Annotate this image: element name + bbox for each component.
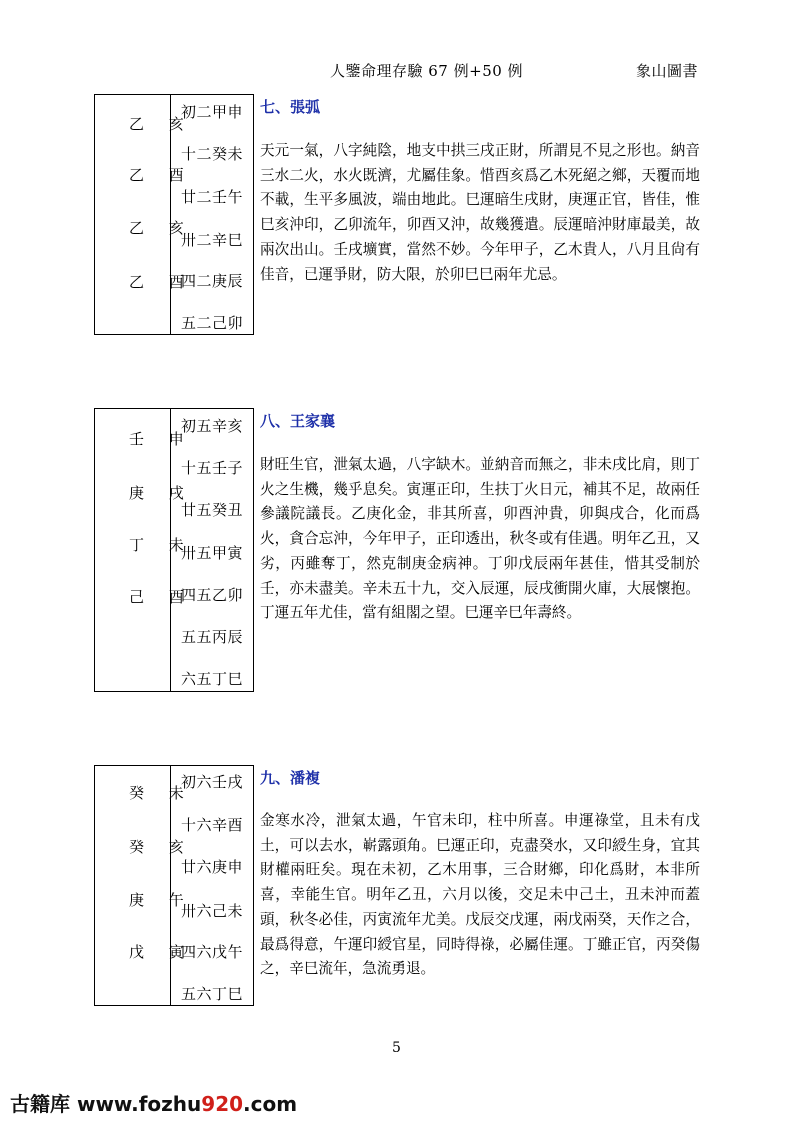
luck-period: 初六壬戌 <box>181 773 244 791</box>
bazi-chart <box>94 94 254 335</box>
luck-period: 五六丁巳 <box>181 985 244 1003</box>
luck-period: 卅五甲寅 <box>181 544 244 562</box>
year-pillar: 癸 未 <box>129 784 194 802</box>
luck-period: 十五壬子 <box>181 459 244 477</box>
page-number: 5 <box>392 1040 401 1056</box>
watermark-number: 920 <box>201 1092 244 1116</box>
month-pillar: 乙 酉 <box>129 166 194 184</box>
luck-period: 卅六己未 <box>181 902 244 920</box>
watermark-prefix: 古籍库 www.fozhu <box>10 1092 202 1116</box>
bazi-chart <box>94 408 254 692</box>
case-title: 八、王家襄 <box>260 412 336 430</box>
year-pillar: 壬 申 <box>129 430 194 448</box>
month-pillar: 癸 亥 <box>129 838 194 856</box>
hour-pillar: 己 酉 <box>129 588 194 606</box>
case-commentary: 金寒水冷，泄氣太過，午官未印，柱中所喜。申運祿堂，且未有戊土，可以去水，嶄露頭角。巳運正印，克盡癸水，又印綬生身，宜其財權兩旺矣。現在未初，乙木用事，三合財鄉，印化爲財，本非所喜，幸能生官。明年乙丑，六月以後，交足未中己土，丑未沖而蓋頭，秋冬必佳，丙寅流年尤美。戊辰交戊運，兩戊兩癸，天作之合，最爲得意，午運印綬官星，同時得祿，必屬佳運。丁雖正官，丙癸傷之，辛巳流年，急流勇退。 <box>260 812 700 978</box>
month-pillar: 庚 戌 <box>129 484 194 502</box>
site-watermark <box>10 1088 297 1117</box>
luck-period: 廿五癸丑 <box>181 501 244 519</box>
four-pillars-column <box>95 766 194 1005</box>
luck-period: 廿六庚申 <box>181 858 244 876</box>
case-title: 七、張弧 <box>260 98 321 116</box>
bazi-chart <box>94 765 254 1006</box>
day-pillar: 丁 未 <box>129 536 194 554</box>
watermark-suffix: .com <box>243 1092 298 1116</box>
four-pillars-column <box>95 95 194 334</box>
case-commentary: 天元一氣，八字純陰，地支中拱三戌正財，所謂見不見之形也。納音三水二火，水火既濟，尤屬佳象。惜酉亥爲乙木死絕之鄉，天覆而地不載，生平多風波，端由地此。巳運暗生戌財，庚運正官，皆佳，惟巳亥沖印，乙卯流年，卯酉又沖，故幾獲遣。辰運暗沖財庫最美，故兩次出山。壬戌壙實，當然不妙。今年甲子，乙木貴人，八月且尙有佳音，已運爭財，防大限，於卯巳巳兩年尤忌。 <box>260 142 700 283</box>
day-pillar: 乙 亥 <box>129 219 194 237</box>
luck-period: 五二己卯 <box>181 314 244 332</box>
luck-period: 五五丙辰 <box>181 628 244 646</box>
day-pillar: 庚 午 <box>129 891 194 909</box>
luck-period: 初二甲申 <box>181 103 244 121</box>
luck-period: 四五乙卯 <box>181 586 244 604</box>
luck-period: 卅二辛巳 <box>181 231 244 249</box>
luck-period: 四二庚辰 <box>181 272 244 290</box>
hour-pillar: 戊 寅 <box>129 943 194 961</box>
luck-period: 十二癸未 <box>181 145 244 163</box>
luck-period: 四六戊午 <box>181 943 244 961</box>
four-pillars-column <box>95 409 194 691</box>
luck-period: 初五辛亥 <box>181 417 244 435</box>
hour-pillar: 乙 酉 <box>129 273 194 291</box>
luck-period: 十六辛酉 <box>181 816 244 834</box>
year-pillar: 乙 亥 <box>129 115 194 133</box>
luck-period: 六五丁巳 <box>181 670 244 688</box>
publisher-name: 象山圖書 <box>636 62 699 80</box>
luck-period: 廿二壬午 <box>181 188 244 206</box>
case-commentary: 財旺生官，泄氣太過，八字缺木。並納音而無之，非未戌比肩，則丁火之生機，幾乎息矣。寅運正印，生扶丁火日元，補其不足，故兩任參議院議長。乙庚化金，非其所喜，卯酉沖貴，卯與戌合，化而爲火，貪合忘沖，今年甲子，正印透出，秋冬或有佳遇。明年乙丑，又劣，丙雖奪丁，然克制庚金病神。丁卯戊辰兩年甚佳，惜其受制於壬，亦未盡美。辛未五十九，交入辰運，辰戌衝開火庫，大展懷抱。丁運五年尤佳，當有組閣之望。巳運辛巳年壽終。 <box>260 456 700 622</box>
case-title: 九、潘複 <box>260 769 321 787</box>
document-title: 人鑒命理存驗 67 例+50 例 <box>330 62 524 80</box>
